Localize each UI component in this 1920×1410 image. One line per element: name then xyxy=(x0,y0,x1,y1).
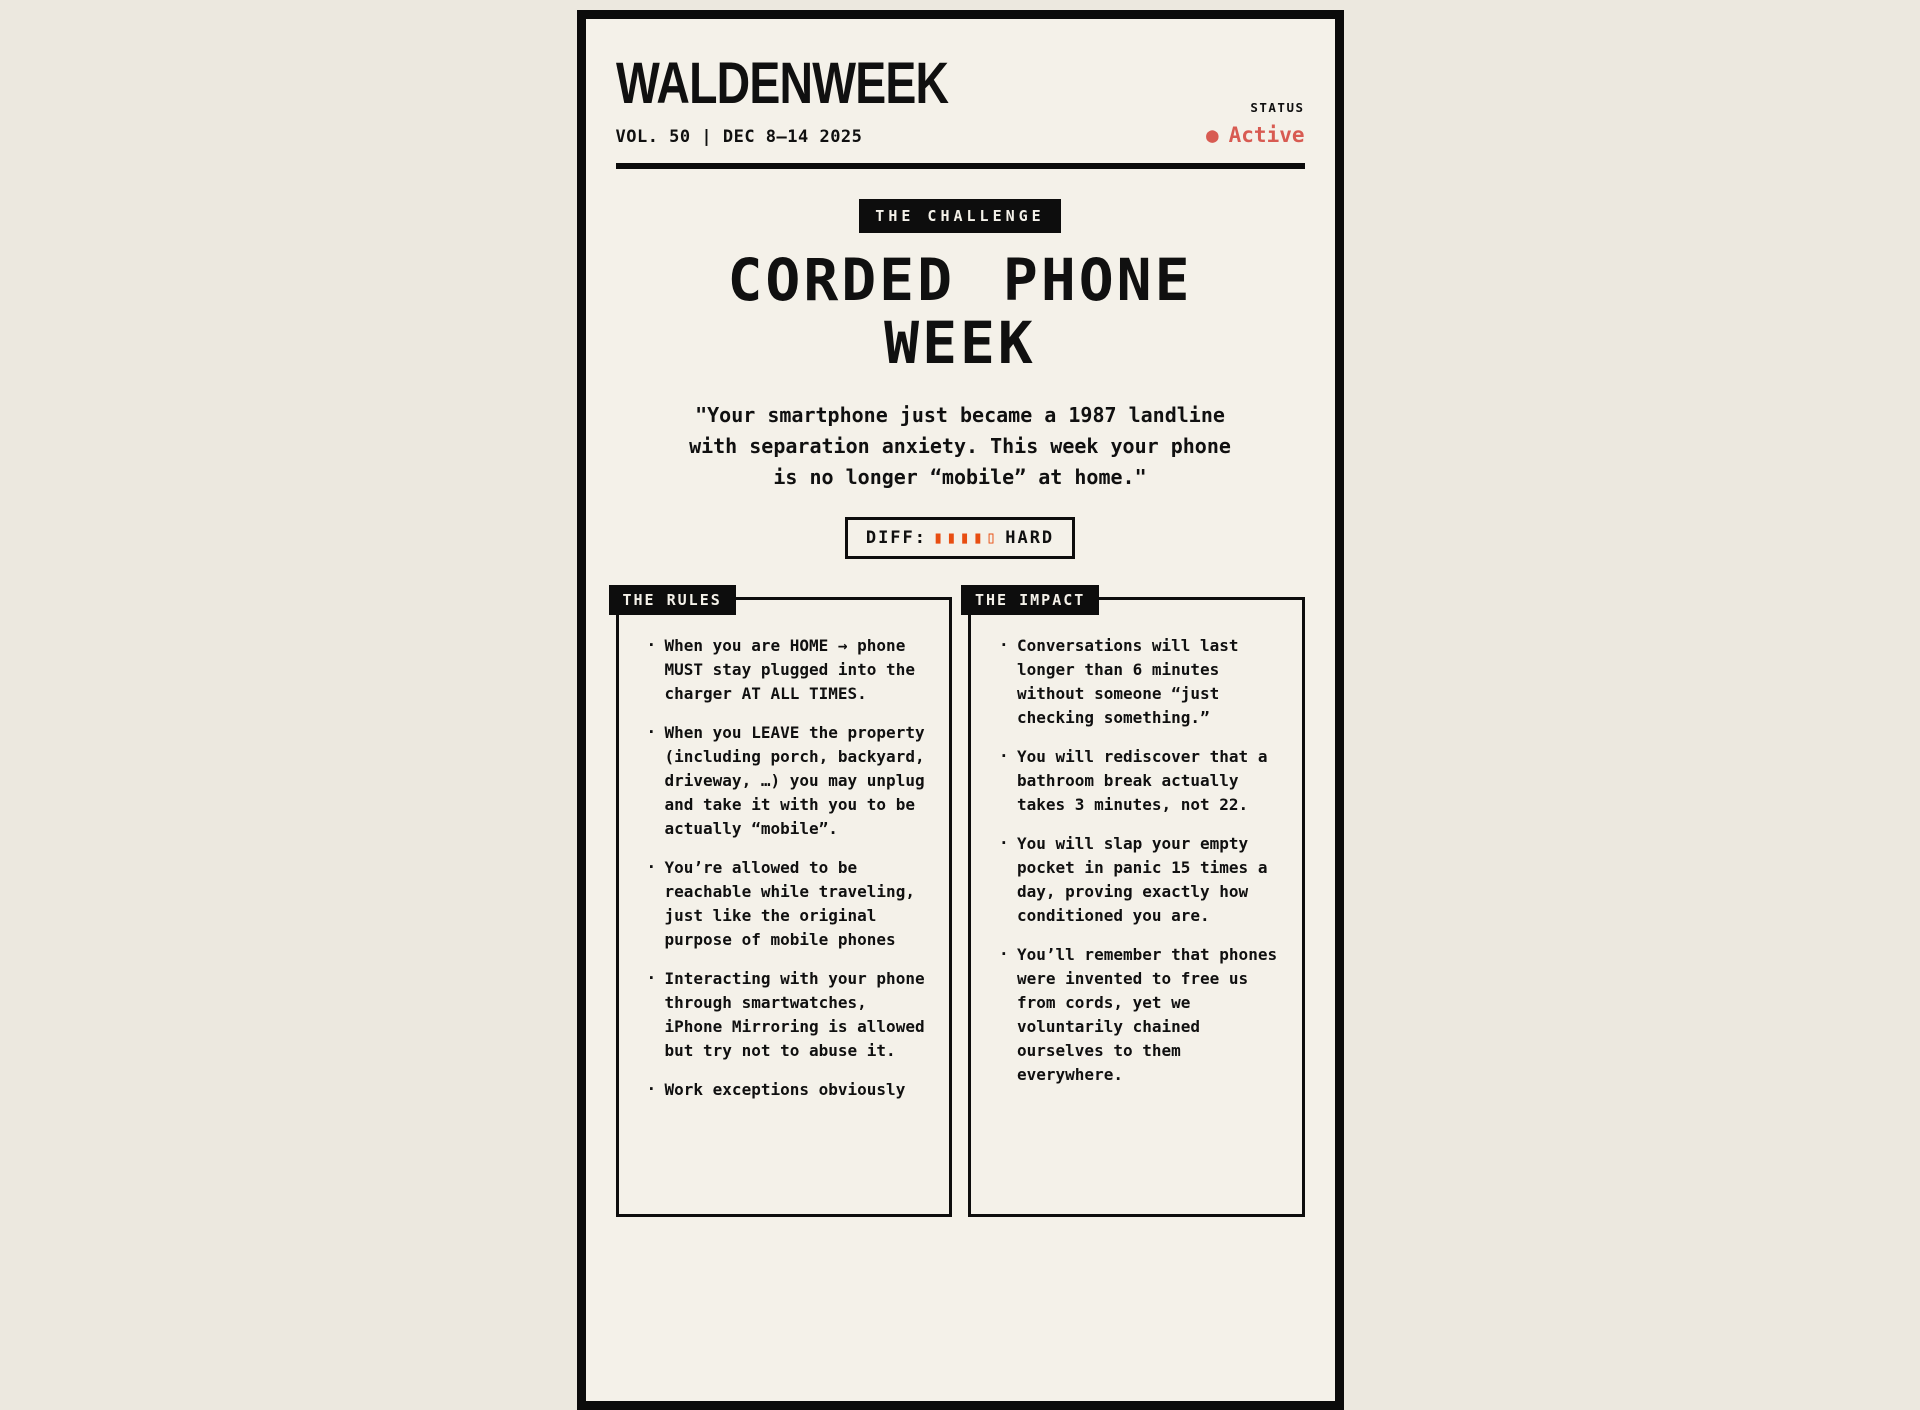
challenge-title: CORDED PHONE WEEK xyxy=(727,246,1193,377)
impact-list xyxy=(997,634,1284,1087)
rules-panel-label: THE RULES xyxy=(609,585,736,615)
rules-panel xyxy=(616,591,953,1217)
rules-list-item xyxy=(645,634,932,706)
impact-item-text: You will rediscover that a bathroom break actually takes 3 minutes, not 22. xyxy=(1017,747,1268,815)
rules-item-text: Work exceptions obviously xyxy=(664,1080,906,1100)
rules-item-text: You’re allowed to be reachable while traveling, just like the original purpose of mobile phones xyxy=(664,858,915,950)
rules-item-text: Interacting with your phone through smartwatches, iPhone Mirroring is allowed but try not to abuse it. xyxy=(664,969,925,1061)
rules-list-item xyxy=(645,1078,932,1102)
masthead-left xyxy=(616,49,1031,147)
challenge-quote: "Your smartphone just became a 1987 landline with separation anxiety. This week your phone is no longer “mobile” at home." xyxy=(689,403,1231,490)
status-label: STATUS xyxy=(1250,100,1305,115)
rules-list-item xyxy=(645,856,932,952)
impact-list-item xyxy=(997,745,1284,817)
status-value xyxy=(1206,123,1305,147)
impact-panel xyxy=(968,591,1305,1217)
challenge-section xyxy=(616,169,1305,559)
status-text: Active xyxy=(1228,123,1305,147)
impact-item-text: You will slap your empty pocket in panic 15 times a day, proving exactly how conditioned you are. xyxy=(1017,834,1268,926)
impact-item-text: You’ll remember that phones were invented to free us from cords, yet we voluntarily chained ourselves to them everywhere. xyxy=(1017,945,1278,1085)
impact-list-item xyxy=(997,634,1284,730)
difficulty-meter-empty: ▯ xyxy=(985,528,1000,549)
rules-item-text: When you LEAVE the property (including porch, backyard, driveway, …) you may unplug and take it with you to be actually “mobile”. xyxy=(664,723,925,839)
site-title: WALDENWEEK xyxy=(615,51,948,116)
difficulty-badge xyxy=(845,517,1075,559)
impact-list-item xyxy=(997,943,1284,1087)
difficulty-meter xyxy=(933,528,999,548)
difficulty-level: HARD xyxy=(1005,528,1055,549)
impact-list-item xyxy=(997,832,1284,928)
rules-list xyxy=(645,634,932,1102)
challenge-kicker-badge: THE CHALLENGE xyxy=(859,199,1060,233)
rules-item-text: When you are HOME → phone MUST stay plugged into the charger AT ALL TIMES. xyxy=(664,636,915,704)
impact-panel-label: THE IMPACT xyxy=(961,585,1099,615)
status-dot-icon: ● xyxy=(1205,123,1219,147)
issue-line: VOL. 50 | DEC 8–14 2025 xyxy=(615,127,863,147)
impact-item-text: Conversations will last longer than 6 minutes without someone “just checking something.” xyxy=(1017,636,1239,728)
difficulty-label: DIFF: xyxy=(865,528,928,549)
masthead xyxy=(616,49,1305,169)
newsletter-card xyxy=(577,10,1344,1410)
panels-row xyxy=(616,591,1305,1217)
rules-list-item xyxy=(645,721,932,841)
difficulty-meter-filled: ▮▮▮▮ xyxy=(933,528,986,549)
rules-list-item xyxy=(645,967,932,1063)
status-block xyxy=(1206,100,1305,147)
